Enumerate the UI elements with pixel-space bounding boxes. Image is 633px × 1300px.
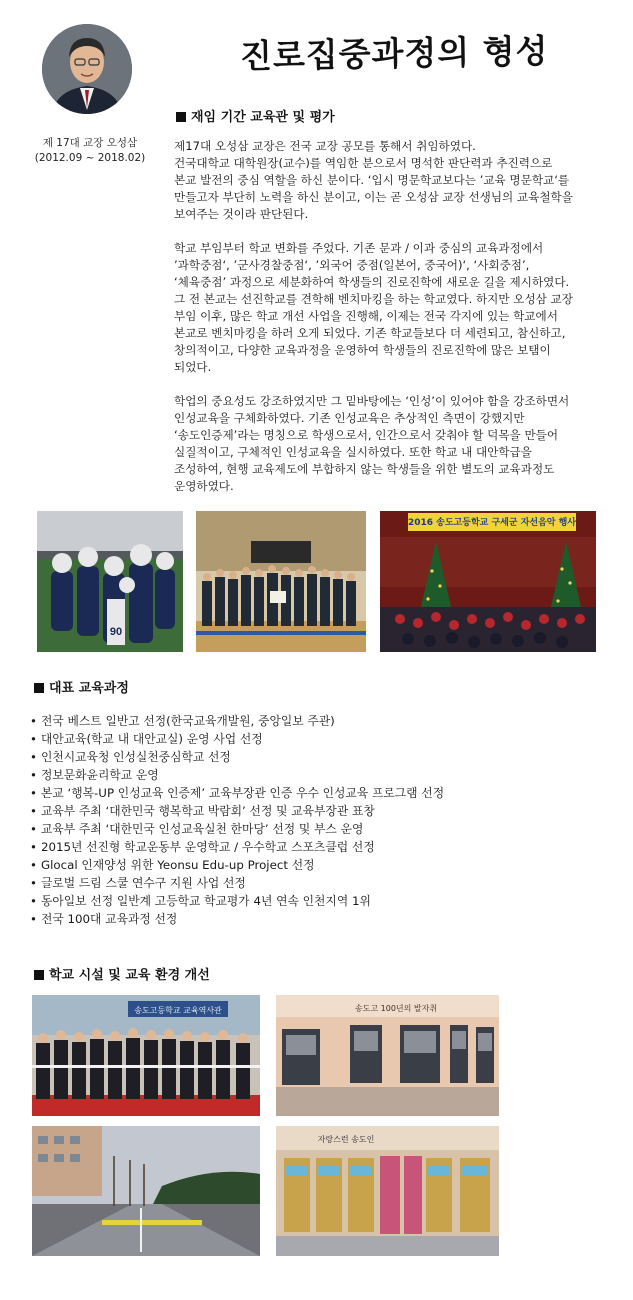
caption-term: (2012.09 ~ 2018.02) xyxy=(34,152,146,164)
square-bullet-icon xyxy=(176,112,186,122)
alumni-sign-text: 자랑스런 송도인 xyxy=(317,1135,375,1144)
photo-charity-concert xyxy=(380,511,596,652)
square-bullet-icon xyxy=(34,683,44,693)
tenure-paragraph-2: 학교 부임부터 학교 변화를 주었다. 기존 문과 / 이과 중심의 교육과정에서 ’과학중점‘, ’군사경찰중점‘, ’외국어 중점(일본어, 중국어)‘, ‘사회중점’, ‘체육중점’ 과정으로 세분화하여 학생들의 진로진학에 새로운 길을 제시하였다. 그 전 본교는 선진학교를 견학해 벤치마킹을 하는 학교였다. 하지만 오성삼 교장 부임 이후, 많은 학교 개선 사업을 진행해, 이제는 전국 각지에 있는 학교에서 본교로 벤치마킹을 하러 오게 되었다. 기존 학교들보다 더 세련되고, 참신하고, 창의적이고, 다양한 교육과정을 운영하여 학생들의 진로진학에 많은 보탬이 되었다. xyxy=(174,241,573,374)
photo-history-hall xyxy=(276,995,499,1116)
list-item: • 글로벌 드림 스쿨 연수구 지원 사업 선정 xyxy=(30,874,444,892)
section-heading-facilities-label: 학교 시설 및 교육 환경 개선 xyxy=(49,968,210,983)
section-heading-facilities xyxy=(34,964,210,983)
tenure-paragraph-1: 제17대 오성삼 교장은 전국 교장 공모를 통해서 취임하였다. 건국대학교 대학원장(교수)를 역임한 분으로서 명석한 판단력과 추진력으로 본교 발전의 중심 역할을 하신 분이다. ‘입시 명문학교보다는 ’교육 명문학교‘를 만들고자 부단히 노력을 하신 분이고, 이는 곧 오성삼 교장 선생님의 교육철학을 보여주는 것이라 판단된다. xyxy=(174,139,573,221)
list-item: • Glocal 인재양성 위한 Yeonsu Edu-up Project 선정 xyxy=(30,856,444,874)
tenure-body xyxy=(174,138,614,512)
concert-banner-text: 2016 송도고등학교 구세군 자선음악 행사 xyxy=(408,518,576,528)
section-heading-programs-label: 대표 교육과정 xyxy=(49,681,129,696)
page-title: 진로집중과정의 형성 xyxy=(239,31,549,76)
photo-proud-alumni-wall xyxy=(276,1126,499,1256)
photo-ribbon-cutting xyxy=(32,995,260,1116)
section-heading-tenure xyxy=(176,106,335,125)
list-item: • 2015년 선진형 학교운동부 운영학교 / 우수학교 스포츠클럽 선정 xyxy=(30,838,444,856)
principal-portrait xyxy=(42,24,132,114)
list-item: • 인천시교육청 인성실천중심학교 선정 xyxy=(30,748,444,766)
list-item: • 정보문화윤리학교 운영 xyxy=(30,766,444,784)
ceremony-sign-text: 송도고등학교 교육역사관 xyxy=(134,1006,222,1015)
svg-text:90: 90 xyxy=(109,626,123,638)
list-item: • 교육부 주최 ‘대한민국 행복학교 박람회’ 선정 및 교육부장관 표창 xyxy=(30,802,444,820)
photo-group-hall xyxy=(196,511,366,652)
list-item: • 전국 100대 교육과정 선정 xyxy=(30,910,444,928)
list-item: • 동아일보 선정 일반계 고등학교 학교평가 4년 연속 인천지역 1위 xyxy=(30,892,444,910)
list-item: • 전국 베스트 일반고 선정(한국교육개발원, 중앙일보 주관) xyxy=(30,712,444,730)
photo-campus-road xyxy=(32,1126,260,1256)
list-item: • 본교 ‘행복-UP 인성교육 인증제’ 교육부장관 인증 우수 인성교육 프로그램 선정 xyxy=(30,784,444,802)
caption-name: 제 17대 교장 오성삼 xyxy=(42,137,138,149)
hall-sign-text: 송도고 100년의 발자취 xyxy=(354,1004,438,1013)
list-item: • 교육부 주최 ‘대한민국 인성교육실천 한마당’ 선정 및 부스 운영 xyxy=(30,820,444,838)
list-item: • 대안교육(학교 내 대안교실) 운영 사업 선정 xyxy=(30,730,444,748)
tenure-paragraph-3: 학업의 중요성도 강조하였지만 그 밑바탕에는 ‘인성’이 있어야 함을 강조하면서 인성교육을 구체화하였다. 기존 인성교육은 추상적인 측면이 강했지만 ‘송도인증제’라는 명칭으로 학생으로서, 인간으로서 갖춰야 할 덕목을 만들어 실질적이고, 구체적인 인성교육을 실시하였다. 또한 학교 내 대안학급을 조성하여, 현행 교육제도에 부합하지 않는 학생들을 위한 별도의 교육과정도 운영하였다. xyxy=(174,394,570,493)
square-bullet-icon xyxy=(34,970,44,980)
photo-football-team xyxy=(37,511,183,652)
section-heading-tenure-label: 재임 기간 교육관 및 평가 xyxy=(191,110,335,125)
program-list xyxy=(30,712,444,928)
section-heading-programs xyxy=(34,677,129,696)
principal-caption xyxy=(20,136,160,166)
